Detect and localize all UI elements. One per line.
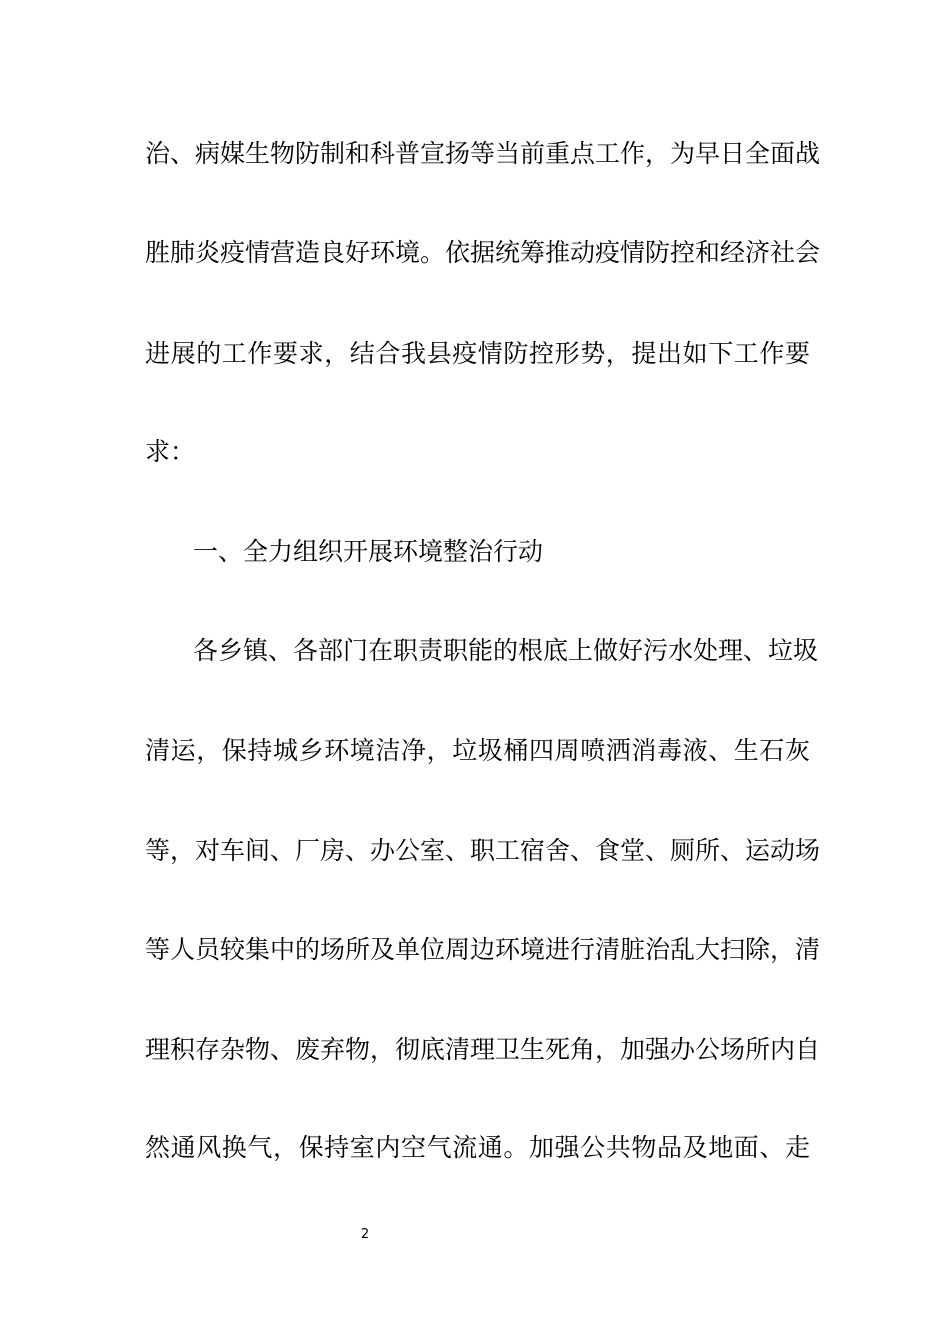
body-text-line: 理积存杂物、废弃物，彻底清理卫生死角，加强办公场所内自 — [145, 1035, 821, 1064]
body-text-line: 然通风换气，保持室内空气流通。加强公共物品及地面、走 — [145, 1133, 810, 1162]
body-text-line: 求： — [145, 437, 196, 466]
body-text-line: 胜肺炎疫情营造良好环境。依据统筹推动疫情防控和经济社会 — [145, 238, 821, 267]
body-text-line: 清运，保持城乡环境洁净，垃圾桶四周喷洒消毒液、生石灰 — [145, 736, 810, 765]
page-number: 2 — [360, 1227, 370, 1242]
body-text-line: 等，对车间、厂房、办公室、职工宿舍、食堂、厕所、运动场 — [145, 836, 821, 865]
body-text-line: 进展的工作要求，结合我县疫情防控形势，提出如下工作要 — [145, 339, 810, 368]
body-text-line: 等人员较集中的场所及单位周边环境进行清脏治乱大扫除，清 — [145, 935, 821, 964]
section-heading: 一、全力组织开展环境整治行动 — [193, 537, 544, 566]
paragraph-first-line: 各乡镇、各部门在职责职能的根底上做好污水处理、垃圾 — [193, 636, 819, 665]
body-text-line: 治、病媒生物防制和科普宣扬等当前重点工作，为早日全面战 — [145, 139, 821, 168]
